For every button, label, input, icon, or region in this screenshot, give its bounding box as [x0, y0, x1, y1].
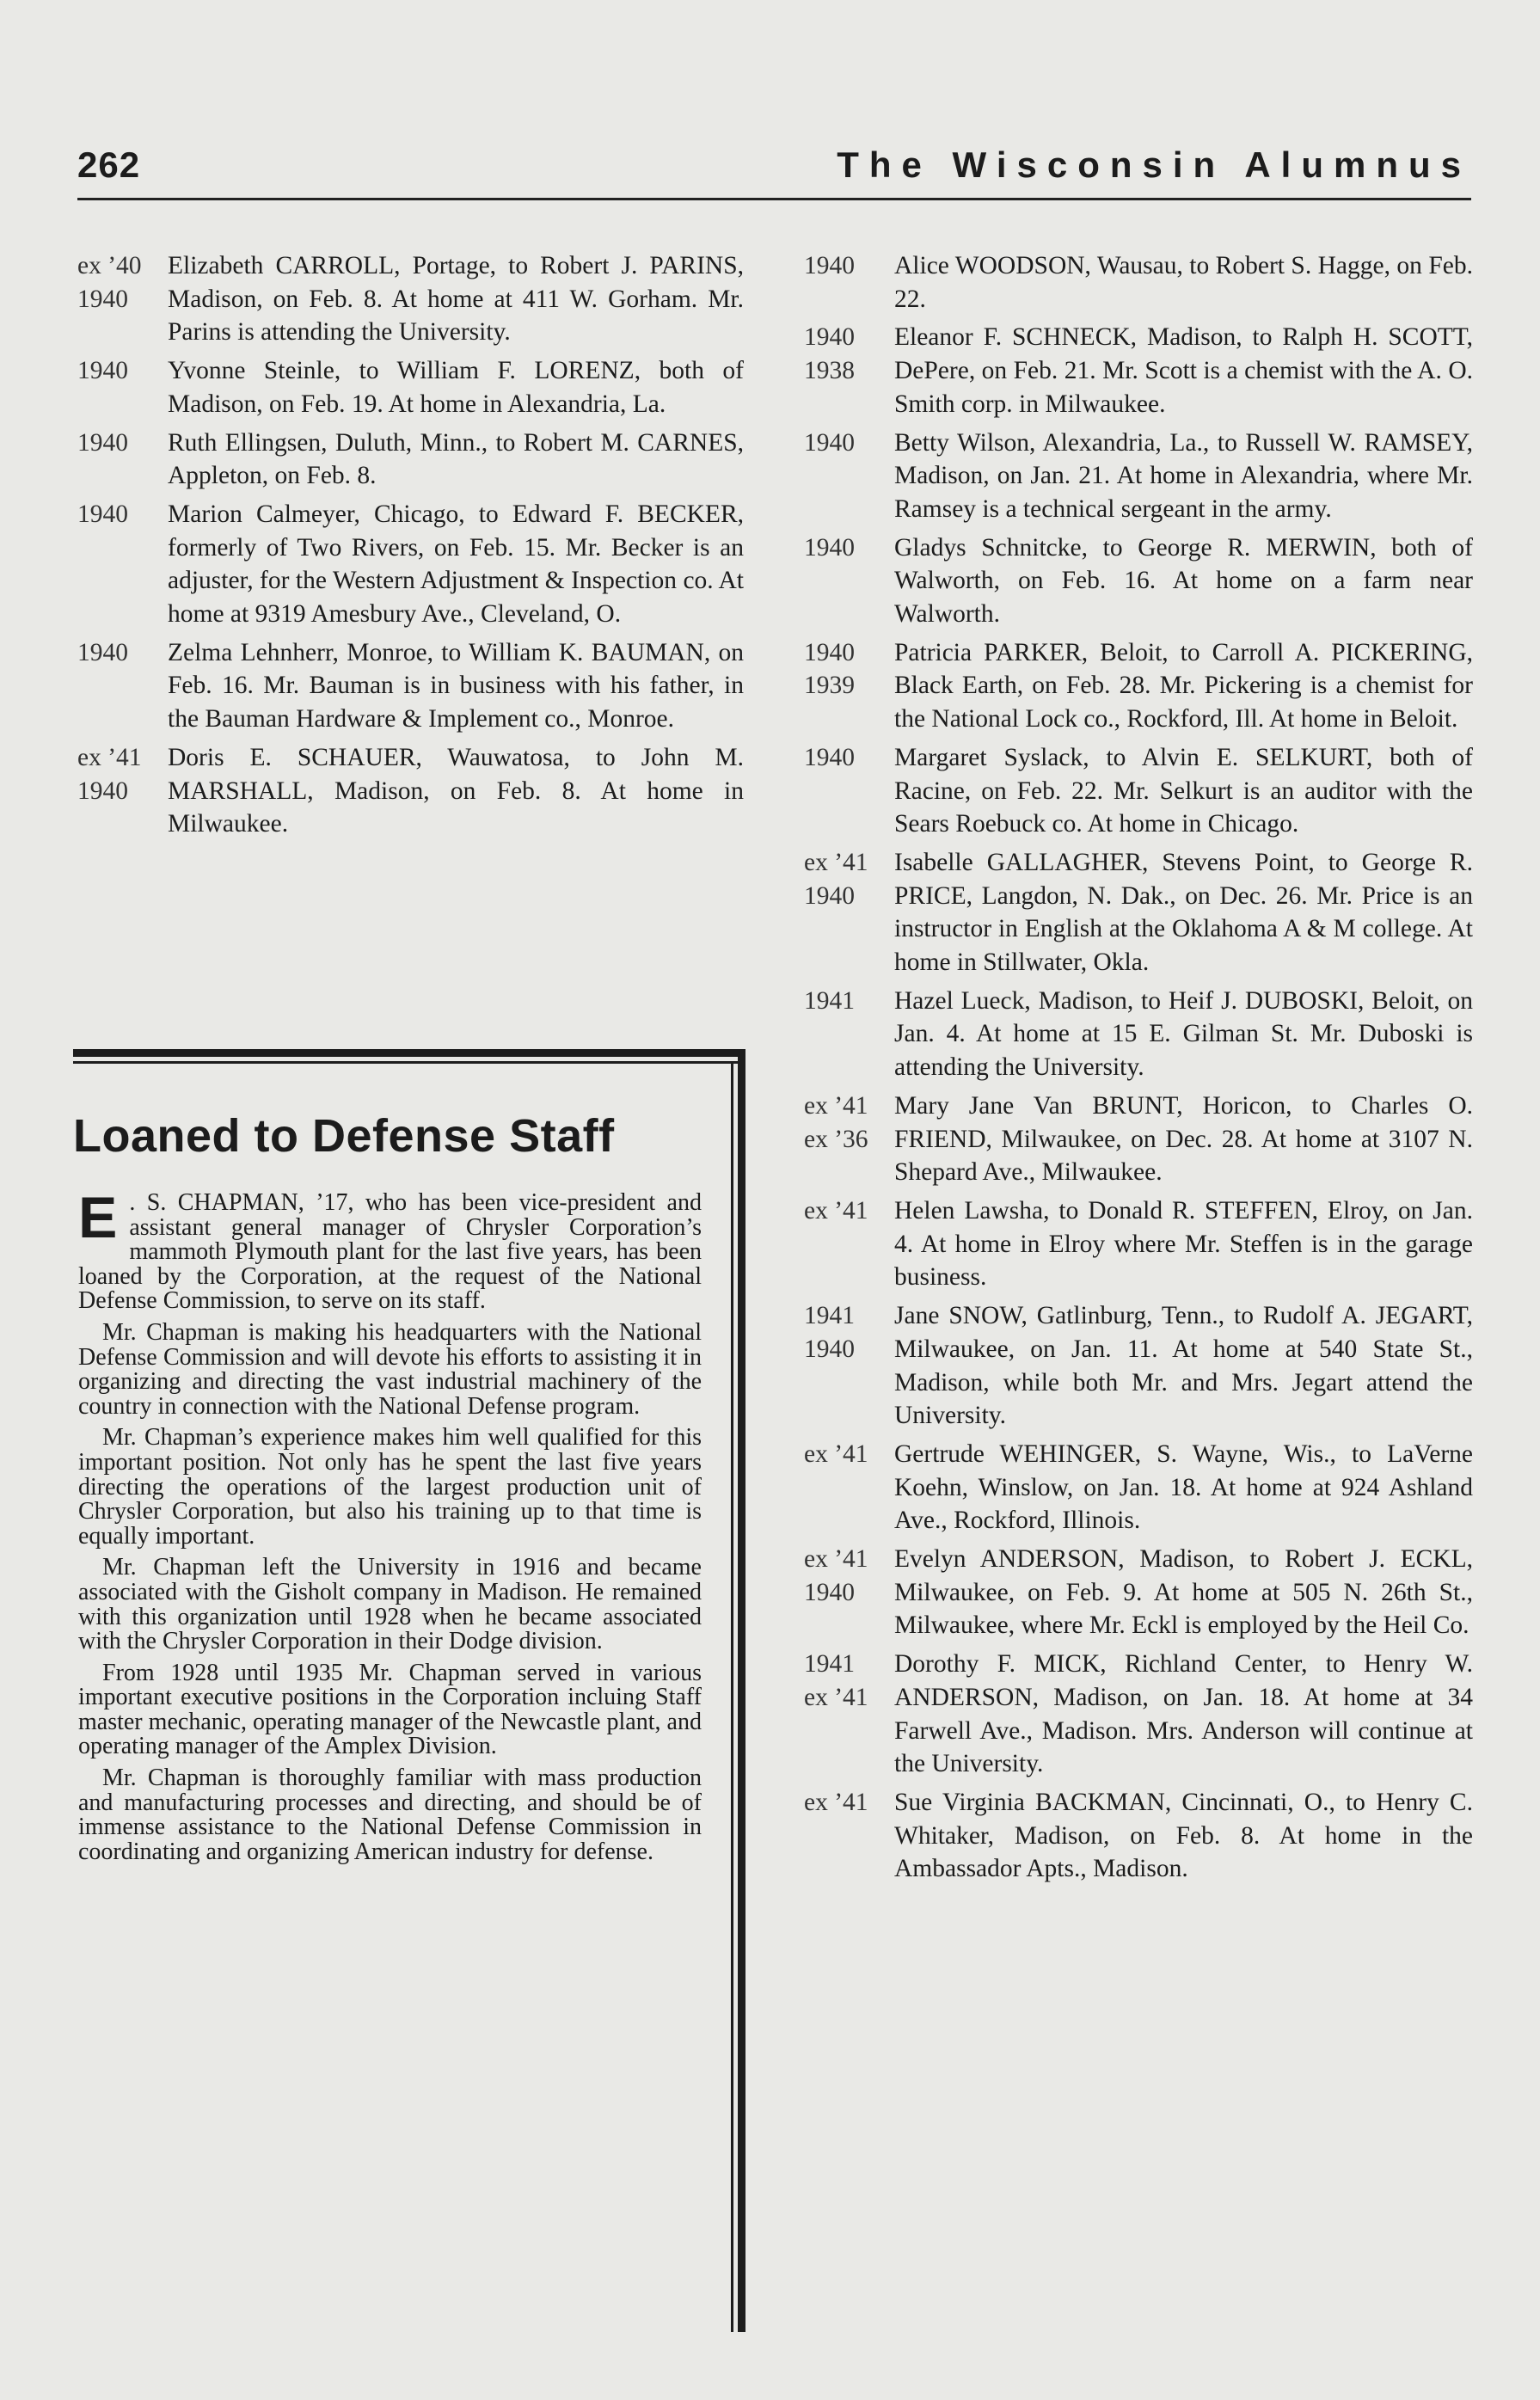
entry-text: Gertrude WEHINGER, S. Wayne, Wis., to LaVerne Koehn, Winslow, on Jan. 18. At home at 924 Ashland Ave., Rockford, Illinois. — [894, 1439, 1473, 1535]
running-title: The Wisconsin Alumnus — [837, 144, 1471, 185]
marriage-entry — [804, 427, 1473, 526]
article-paragraph: Mr. Chapman left the University in 1916 and became associated with the Gisholt company in Madison. He remained with this organization until 1928 when he became associated with the Chrysler Corporation in their Dodge division. — [78, 1554, 702, 1655]
entry-text: Yvonne Steinle, to William F. LORENZ, both of Madison, on Feb. 19. At home in Alexandria, La. — [168, 357, 744, 418]
marriage-entry — [77, 741, 744, 841]
article-paragraph: Mr. Chapman is thoroughly familiar with mass production and manufacturing processes and directing, and should be of immense assistance to the National Defense Commission in coordinating and organizing American industry for defense. — [78, 1765, 702, 1865]
header-rule — [77, 198, 1471, 200]
entry-text: Elizabeth CARROLL, Portage, to Robert J. PARINS, Madison, on Feb. 8. At home at 411 W. Gorham. Mr. Parins is attending the University. — [168, 252, 744, 347]
article-dropcap: E — [78, 1185, 118, 1250]
marriage-entry — [804, 1194, 1473, 1294]
entry-class-years: ex ’41 — [804, 1788, 868, 1816]
article-paragraph: Mr. Chapman’s experience makes him well qualified for this important position. Not only has he spent the last five years directing the operations of the largest production unit of Chrysler Corporation, but also his training up to that time is equally important. — [78, 1424, 702, 1550]
box-top-rule-thin — [73, 1061, 745, 1064]
entry-class-years: ex ’40 1940 — [77, 252, 142, 313]
entry-text: Zelma Lehnherr, Monroe, to William K. BAUMAN, on Feb. 16. Mr. Bauman is in business with his father, in the Bauman Hardware & Implement co., Monroe. — [168, 638, 744, 734]
entry-text: Jane SNOW, Gatlinburg, Tenn., to Rudolf A. JEGART, Milwaukee, on Jan. 11. At home at 540 State St., Madison, while both Mr. and Mrs. Jegart attend the University. — [894, 1302, 1473, 1430]
box-top-rule — [73, 1049, 745, 1057]
entry-text: Helen Lawsha, to Donald R. STEFFEN, Elroy, on Jan. 4. At home in Elroy where Mr. Steffen is in the garage business. — [894, 1196, 1473, 1292]
entry-class-years: ex ’41 — [804, 1196, 868, 1225]
entry-text: Mary Jane Van BRUNT, Horicon, to Charles O. FRIEND, Milwaukee, on Dec. 28. At home at 3107 N. Shepard Ave., Milwaukee. — [894, 1091, 1473, 1187]
marriage-entry — [77, 427, 744, 493]
marriage-entry — [804, 1090, 1473, 1189]
article-first-paragraph-text: . S. CHAPMAN, ’17, who has been vice-president and assistant general manager of Chrysler Corporation’s mammoth Plymouth plant for the last five years, has been loaned by the Corporation, at the request of the National Defense Commission, to serve on its staff. — [78, 1189, 702, 1315]
entry-class-years: ex ’41 — [804, 1439, 868, 1468]
entry-class-years: 1940 — [77, 428, 128, 457]
page-number: 262 — [77, 144, 141, 185]
entry-class-years: 1940 — [77, 638, 128, 666]
marriage-entry — [804, 636, 1473, 736]
entry-text: Dorothy F. MICK, Richland Center, to Henry W. ANDERSON, Madison, on Jan. 18. At home at 34 Farwell Ave., Madison. Mrs. Anderson will continue at the University. — [894, 1650, 1473, 1778]
entry-class-years: 1941 — [804, 986, 855, 1015]
entry-text: Ruth Ellingsen, Duluth, Minn., to Robert M. CARNES, Appleton, on Feb. 8. — [168, 428, 744, 490]
article-paragraph: Mr. Chapman is making his headquarters with the National Defense Commission and will devote his efforts to assisting it in organizing and directing the vast industrial machinery of the country in connection with the National Defense program. — [78, 1318, 702, 1420]
left-column — [77, 249, 744, 846]
entry-class-years: 1941 ex ’41 — [804, 1650, 868, 1711]
marriage-entry — [804, 249, 1473, 316]
entry-text: Alice WOODSON, Wausau, to Robert S. Hagge, on Feb. 22. — [894, 252, 1473, 313]
entry-text: Margaret Syslack, to Alvin E. SELKURT, both of Racine, on Feb. 22. Mr. Selkurt is an auditor with the Sears Roebuck co. At home in Chicago. — [894, 743, 1473, 838]
entry-class-years: 1940 — [804, 743, 855, 771]
article-first-paragraph — [78, 1185, 702, 1315]
article-title: Loaned to Defense Staff — [73, 1110, 615, 1162]
left-marriage-list — [77, 249, 744, 841]
entry-class-years: 1940 1938 — [804, 323, 855, 385]
entry-text: Gladys Schnitcke, to George R. MERWIN, both of Walworth, on Feb. 16. At home on a farm near Walworth. — [894, 533, 1473, 629]
entry-text: Doris E. SCHAUER, Wauwatosa, to John M. MARSHALL, Madison, on Feb. 8. At home in Milwaukee. — [168, 743, 744, 838]
marriage-entry — [804, 1438, 1473, 1538]
entry-class-years: ex ’41 1940 — [804, 848, 868, 910]
article-body — [78, 1185, 702, 1871]
marriage-entry — [804, 321, 1473, 420]
right-marriage-list — [804, 249, 1473, 1886]
entry-class-years: ex ’41 1940 — [804, 1545, 868, 1606]
box-right-rule-thin — [731, 1061, 733, 2332]
right-column — [804, 249, 1473, 1891]
entry-text: Marion Calmeyer, Chicago, to Edward F. BECKER, formerly of Two Rivers, on Feb. 15. Mr. Becker is an adjuster, for the Western Adjustment & Inspection co. At home at 9319 Amesbury Ave., Cleveland, O. — [168, 500, 744, 629]
marriage-entry — [77, 498, 744, 631]
marriage-entry — [804, 741, 1473, 841]
marriage-entry — [804, 1299, 1473, 1433]
marriage-entry — [77, 249, 744, 349]
entry-class-years: 1940 — [804, 533, 855, 562]
marriage-entry — [804, 1786, 1473, 1886]
entry-class-years: 1940 — [804, 428, 855, 457]
marriage-entry — [804, 985, 1473, 1084]
entry-text: Isabelle GALLAGHER, Stevens Point, to George R. PRICE, Langdon, N. Dak., on Dec. 26. Mr. Price is an instructor in English at the Oklahoma A & M college. At home in Stillwater, Okla. — [894, 848, 1473, 977]
entry-class-years: 1940 — [77, 357, 128, 385]
article-box — [73, 1049, 745, 2332]
entry-class-years: ex ’41 ex ’36 — [804, 1091, 868, 1153]
entry-text: Patricia PARKER, Beloit, to Carroll A. PICKERING, Black Earth, on Feb. 28. Mr. Pickering is a chemist for the National Lock co., Rockford, Ill. At home in Beloit. — [894, 638, 1473, 734]
marriage-entry — [804, 1648, 1473, 1781]
entry-text: Eleanor F. SCHNECK, Madison, to Ralph H. SCOTT, DePere, on Feb. 21. Mr. Scott is a chemist with the A. O. Smith corp. in Milwaukee. — [894, 323, 1473, 418]
marriage-entry — [77, 354, 744, 420]
entry-text: Betty Wilson, Alexandria, La., to Russell W. RAMSEY, Madison, on Jan. 21. At home in Alexandria, where Mr. Ramsey is a technical sergeant in the army. — [894, 428, 1473, 523]
box-right-rule — [738, 1049, 745, 2332]
entry-class-years: 1940 — [804, 252, 855, 279]
entry-text: Hazel Lueck, Madison, to Heif J. DUBOSKI, Beloit, on Jan. 4. At home at 15 E. Gilman St. Mr. Duboski is attending the University. — [894, 986, 1473, 1082]
marriage-entry — [804, 1543, 1473, 1642]
entry-class-years: ex ’41 1940 — [77, 743, 142, 805]
entry-class-years: 1940 — [77, 500, 128, 528]
entry-class-years: 1941 1940 — [804, 1302, 855, 1363]
article-paragraph: From 1928 until 1935 Mr. Chapman served in various important executive positions in the Corporation incluing Staff master mechanic, operating manager of the Newcastle plant, and operating manager of the Amplex Division. — [78, 1659, 702, 1760]
marriage-entry — [804, 531, 1473, 631]
entry-text: Evelyn ANDERSON, Madison, to Robert J. ECKL, Milwaukee, on Feb. 9. At home at 505 N. 26th St., Milwaukee, where Mr. Eckl is employed by the Heil Co. — [894, 1545, 1473, 1640]
marriage-entry — [77, 636, 744, 736]
entry-text: Sue Virginia BACKMAN, Cincinnati, O., to Henry C. Whitaker, Madison, on Feb. 8. At home in the Ambassador Apts., Madison. — [894, 1788, 1473, 1883]
entry-class-years: 1940 1939 — [804, 638, 855, 700]
marriage-entry — [804, 846, 1473, 979]
